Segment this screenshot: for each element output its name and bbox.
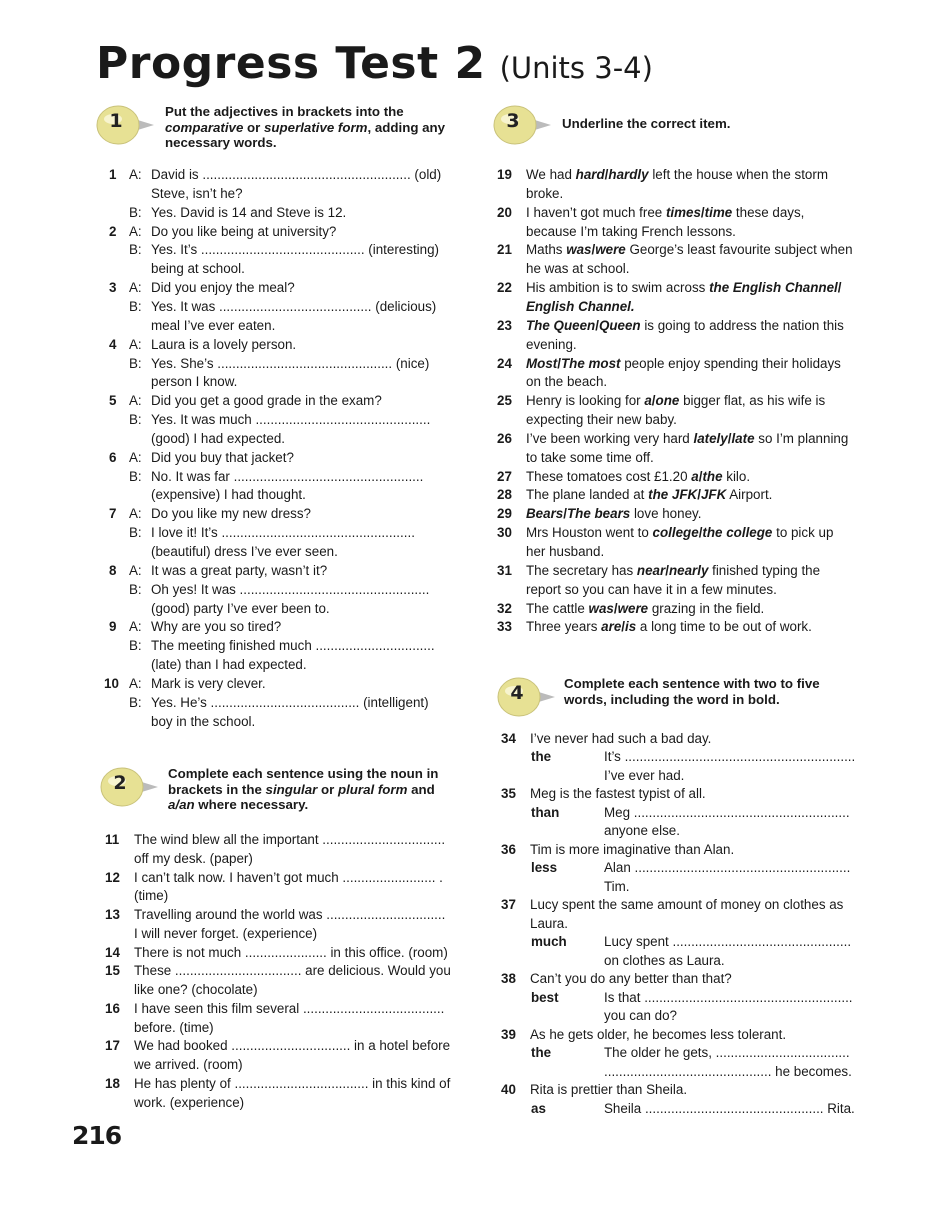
ex3-item-number: 33 (497, 619, 512, 635)
ex1-line: Do you like being at university? (151, 223, 337, 239)
page-number: 216 (72, 1121, 122, 1150)
ex4-keyword: than (531, 804, 560, 820)
ex1-line: Yes. It was ......................................... (delicious) (151, 298, 437, 314)
ex2-line: There is not much ...................... in this office. (room) (134, 944, 448, 960)
ex3-line: The Queen/Queen is going to address the nation this (526, 317, 844, 333)
ex1-line: Yes. David is 14 and Steve is 12. (151, 204, 347, 220)
ex3-line: Bears/The bears love honey. (526, 506, 702, 522)
ex2-line: we arrived. (room) (134, 1057, 243, 1072)
ex3-line: Most/The most people enjoy spending their holidays (526, 355, 841, 371)
ex3-line: he was at school. (526, 261, 630, 277)
ex1-line: Yes. It was much ............................................... (151, 412, 431, 428)
ex3-item-number: 23 (497, 317, 512, 333)
ex4-answer-line: Lucy spent ................................................ (604, 934, 852, 949)
ex3-line: her husband. (526, 544, 605, 559)
ex4-keyword: the (531, 1045, 552, 1060)
ex1-line: meal I’ve ever eaten. (151, 317, 276, 333)
ex4-sentence: Meg is the fastest typist of all. (530, 786, 706, 801)
exercise-3-header (493, 104, 730, 146)
ex4-sentence: Tim is more imaginative than Alan. (530, 841, 735, 857)
ex2-line: The wind blew all the important ................................. (134, 832, 446, 847)
ex2-item-number: 13 (105, 907, 120, 922)
ex3-line: Mrs Houston went to college/the college to pick up (526, 525, 834, 541)
ex1-speaker: B: (129, 638, 142, 654)
ex4-keyword: the (531, 749, 552, 764)
ex1-speaker: B: (129, 204, 142, 220)
ex4-item-number: 36 (501, 841, 516, 857)
ex1-line: I love it! It’s .................................................... (151, 525, 415, 541)
ex3-item-number: 27 (497, 468, 512, 484)
ex4-answer-line: Sheila ................................................ Rita. (604, 1100, 855, 1116)
ex1-line: boy in the school. (151, 713, 256, 729)
ex2-line: I can’t talk now. I haven’t got much ......................... . (134, 869, 443, 885)
ex2-item-number: 18 (105, 1075, 120, 1091)
ex3-item-number: 32 (497, 600, 512, 616)
ex1-item-number: 3 (109, 280, 117, 296)
ex1-item-number: 10 (104, 675, 119, 691)
exercise-3-instruction: Underline the correct item. (562, 116, 731, 131)
ex3-line: The cattle was/were grazing in the field. (526, 600, 765, 616)
ex1-speaker: A: (129, 223, 142, 239)
ex1-speaker: B: (129, 694, 142, 710)
ex1-speaker: B: (129, 298, 142, 314)
ex2-item-number: 17 (105, 1038, 120, 1054)
ex4-item-number: 34 (501, 730, 516, 746)
ex4-item-number: 37 (501, 897, 516, 912)
ex1-line: No. It was far ................................................... (151, 468, 424, 484)
ex1-speaker: B: (129, 581, 142, 597)
ex3-line: The plane landed at the JFK/JFK Airport. (526, 487, 773, 503)
ex4-answer-line: Meg .......................................................... (604, 804, 850, 820)
ex4-sentence: I’ve never had such a bad day. (530, 730, 712, 746)
ex3-line: English Channel. (526, 298, 635, 314)
ex3-line: The secretary has near/nearly finished typing the (526, 562, 821, 578)
ex4-item-number: 40 (501, 1082, 516, 1097)
ex2-line: I will never forget. (experience) (134, 925, 318, 941)
ex4-answer-line: on clothes as Laura. (604, 952, 725, 968)
ex1-speaker: A: (129, 393, 142, 409)
ex1-speaker: A: (129, 562, 142, 578)
ex3-line: because I’m taking French lessons. (526, 223, 736, 239)
ex3-item-number: 22 (497, 280, 512, 296)
ex4-answer-line: Tim. (604, 878, 630, 894)
ex3-item-number: 29 (497, 506, 512, 522)
ex1-line: Did you enjoy the meal? (151, 280, 295, 296)
ex1-line: Steve, isn’t he? (151, 185, 243, 201)
ex3-item-number: 21 (497, 242, 512, 258)
ex1-speaker: B: (129, 355, 142, 371)
ex1-line: person I know. (151, 374, 238, 390)
ex1-line: Do you like my new dress? (151, 506, 312, 522)
ex1-item-number: 5 (109, 393, 117, 409)
ex3-item-number: 26 (497, 430, 512, 446)
ex3-line: evening. (526, 336, 577, 352)
ex1-item-number: 4 (109, 336, 117, 352)
ex1-line: It was a great party, wasn’t it? (151, 562, 328, 578)
ex1-speaker: A: (129, 167, 142, 182)
ex3-line: broke. (526, 185, 564, 201)
ex1-item-number: 9 (109, 619, 117, 635)
ex2-line: like one? (chocolate) (134, 982, 258, 997)
ex1-speaker: A: (129, 449, 142, 465)
ex2-item-number: 12 (105, 869, 120, 885)
ex3-line: These tomatoes cost £1.20 a/the kilo. (526, 468, 751, 484)
ex3-item-number: 31 (497, 562, 512, 578)
ex1-speaker: A: (129, 675, 142, 691)
ex1-speaker: A: (129, 506, 142, 522)
ex1-speaker: A: (129, 336, 142, 352)
ex3-item-number: 25 (497, 393, 512, 409)
ex2-line: (time) (134, 888, 169, 904)
ex1-speaker: B: (129, 412, 142, 428)
exercise-4-instruction: Complete each sentence with two to five words, including the word in bold. (564, 676, 820, 707)
ex3-item-number: 24 (497, 355, 512, 371)
ex1-line: Laura is a lovely person. (151, 336, 297, 352)
title-units: (Units 3-4) (499, 51, 653, 85)
ex1-item-number: 1 (109, 167, 117, 182)
ex1-speaker: B: (129, 242, 142, 258)
ex1-line: Oh yes! It was ................................................... (151, 581, 430, 597)
ex3-item-number: 30 (497, 525, 512, 541)
ex2-line: off my desk. (paper) (134, 850, 253, 866)
ex4-item-number: 39 (501, 1026, 516, 1042)
ex1-line: David is ........................................................ (old) (151, 167, 442, 182)
ex3-line: I’ve been working very hard lately/late so I’m planning (526, 430, 849, 446)
ex3-line: expecting their new baby. (526, 412, 677, 428)
exercise-1-number: 1 (109, 110, 123, 132)
ex4-answer-line: The older he gets, .................................... (604, 1045, 850, 1060)
exercise-1-header (96, 104, 445, 151)
ex3-line: We had hard/hardly left the house when the storm (526, 167, 828, 182)
ex3-line: Maths was/were George’s least favourite subject when (526, 242, 853, 258)
ex4-keyword: less (531, 860, 558, 875)
ex1-line: Did you buy that jacket? (151, 449, 294, 465)
ex3-item-number: 20 (497, 204, 512, 220)
exercise-1-instruction: Put the adjectives in brackets into the comparative or superlative form, adding any necessary words. (165, 104, 446, 150)
ex2-item-number: 15 (105, 963, 120, 979)
ex4-sentence: Rita is prettier than Sheila. (530, 1082, 688, 1097)
ex1-line: (good) I had expected. (151, 430, 285, 446)
ex1-line: Why are you so tired? (151, 619, 282, 635)
exercise-2-number: 2 (113, 772, 127, 794)
ex4-answer-line: ............................................. he becomes. (604, 1063, 852, 1079)
exercise-4-header (497, 676, 820, 718)
exercise-3-number: 3 (506, 110, 520, 132)
ex3-item-number: 19 (497, 167, 512, 182)
ex2-line: work. (experience) (134, 1094, 245, 1110)
ex1-item-number: 8 (109, 562, 117, 578)
ex4-answer-line: Is that ........................................................ (604, 989, 853, 1005)
ex1-speaker: A: (129, 619, 142, 635)
ex1-line: (expensive) I had thought. (151, 487, 306, 503)
ex1-line: Did you get a good grade in the exam? (151, 393, 382, 409)
ex1-speaker: B: (129, 525, 142, 541)
page-title (96, 38, 653, 89)
ex3-line: His ambition is to swim across the English Channel/ (526, 280, 842, 296)
ex1-item-number: 6 (109, 449, 117, 465)
ex4-keyword: best (531, 989, 559, 1005)
ex4-sentence: Can’t you do any better than that? (530, 971, 732, 986)
ex2-line: He has plenty of .................................... in this kind of (134, 1075, 451, 1091)
ex4-keyword: much (531, 934, 567, 949)
ex2-line: I have seen this film several ...................................... (134, 1000, 445, 1016)
exercise-2-badge (100, 766, 158, 808)
ex1-speaker: A: (129, 280, 142, 296)
ex1-line: Yes. He’s ........................................ (intelligent) (151, 694, 429, 710)
ex4-sentence: Lucy spent the same amount of money on clothes as (530, 897, 844, 912)
exercise-2-instruction: Complete each sentence using the noun in brackets in the singular or plural form and a/an where necessary. (168, 766, 439, 812)
ex1-instr-line2: comparative or superlative form, adding any (165, 119, 446, 135)
ex4-item-number: 38 (501, 971, 516, 986)
ex2-line: Travelling around the world was ................................ (134, 907, 446, 922)
ex4-answer-line: I’ve ever had. (604, 767, 685, 783)
ex1-speaker: B: (129, 468, 142, 484)
ex3-line: I haven’t got much free times/time these days, (526, 204, 805, 220)
ex1-line: (good) party I’ve ever been to. (151, 600, 330, 616)
ex3-line: Henry is looking for a/one bigger flat, as his wife is (526, 393, 826, 409)
ex2-line: before. (time) (134, 1019, 214, 1035)
exercise-4-badge (497, 676, 555, 718)
exercise-2-header (100, 766, 438, 813)
ex1-line: Mark is very clever. (151, 675, 266, 691)
title-main: Progress Test 2 (96, 38, 486, 89)
ex1-item-number: 2 (109, 223, 117, 239)
ex4-sentence: Laura. (530, 915, 568, 931)
exercise-3-badge (493, 104, 551, 146)
exercise-1-badge (96, 104, 154, 146)
ex1-item-number: 7 (109, 506, 117, 522)
ex1-line: (late) than I had expected. (151, 657, 307, 673)
ex4-keyword: as (531, 1100, 546, 1116)
ex2-line: We had booked ................................ in a hotel before (134, 1038, 451, 1054)
ex4-answer-line: you can do? (604, 1008, 677, 1023)
ex1-line: Yes. It’s ............................................ (interesting) (151, 242, 439, 258)
exercise-4-number: 4 (510, 682, 524, 704)
ex3-line: to take some time off. (526, 449, 654, 465)
ex1-line: Yes. She’s ............................................... (nice) (151, 355, 430, 371)
ex3-line: Three years are/is a long time to be out of work. (526, 619, 812, 635)
ex1-line: (beautiful) dress I’ve ever seen. (151, 544, 338, 559)
ex1-line: being at school. (151, 261, 245, 277)
ex4-answer-line: anyone else. (604, 823, 680, 838)
ex3-line: report so you can have it in a few minutes. (526, 581, 777, 597)
ex3-line: on the beach. (526, 374, 608, 390)
ex2-item-number: 11 (105, 832, 120, 847)
ex4-answer-line: It’s .............................................................. (604, 749, 856, 764)
ex3-item-number: 28 (497, 487, 512, 503)
ex1-line: The meeting finished much ................................ (151, 638, 435, 654)
ex2-item-number: 16 (105, 1000, 120, 1016)
ex2-line: These .................................. are delicious. Would you (134, 963, 451, 979)
ex4-answer-line: Alan .......................................................... (604, 860, 851, 875)
ex4-item-number: 35 (501, 786, 516, 801)
ex4-sentence: As he gets older, he becomes less tolerant. (530, 1026, 787, 1042)
ex2-item-number: 14 (105, 944, 120, 960)
